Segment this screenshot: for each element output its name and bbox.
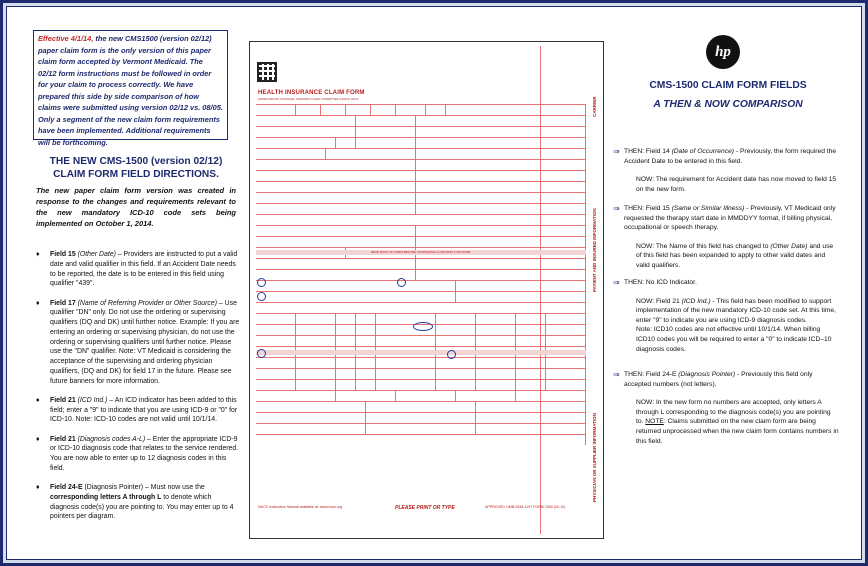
form-cell <box>436 325 476 335</box>
form-cell <box>256 336 296 346</box>
form-cell <box>321 105 346 115</box>
form-cell <box>546 369 586 379</box>
field-number: Field 15 <box>50 251 76 258</box>
form-cell <box>256 292 456 302</box>
form-cell <box>436 380 476 390</box>
form-cell <box>546 358 586 368</box>
form-cell <box>516 336 546 346</box>
form-cell <box>396 391 456 401</box>
form-cell <box>366 413 476 423</box>
field-name: (Diagnosis codes A-L) <box>77 435 146 443</box>
form-cell <box>416 193 586 203</box>
field-text: – An ICD indicator has been added to this field; enter a "9" to indicate that you are using ICD-9 or "0" for ICD-10. Note: ICD-10 codes are not valid until 10/1/14. <box>50 396 238 424</box>
field-number: Field 21 <box>50 435 76 443</box>
form-cell <box>296 336 336 346</box>
form-cell <box>371 105 396 115</box>
form-cell <box>256 182 416 192</box>
form-cell <box>416 160 586 170</box>
comparison-entry <box>613 204 839 271</box>
then-text: THEN: No ICD Indicator. <box>624 279 697 286</box>
form-cell <box>376 358 436 368</box>
form-row <box>256 357 586 368</box>
list-item <box>36 396 241 425</box>
comparison-entry <box>613 278 839 354</box>
form-cell <box>336 358 356 368</box>
form-row <box>256 379 586 390</box>
form-row <box>256 137 586 148</box>
form-cell <box>356 127 416 137</box>
form-row <box>256 291 586 302</box>
form-cell <box>256 259 416 269</box>
form-cell <box>256 160 416 170</box>
now-text: NOW: Field 21 (ICD Ind.) - This field has been modified to support implementation of the new mandatory ICD-10 code set. At this time, enter "9" to indicate you are using ICD-9 diagnosis codes. Note: ICD10 codes are not effective until 10/1/14. When billing ICD10 codes you will be required to enter a "0" to indicate ICD–10 diagnosis codes. <box>636 297 836 353</box>
form-cell <box>336 314 356 324</box>
form-row <box>256 126 586 137</box>
form-row <box>256 192 586 203</box>
form-cell <box>346 105 371 115</box>
form-cell <box>376 380 436 390</box>
form-cell <box>546 336 586 346</box>
form-cell <box>256 105 296 115</box>
form-cell <box>356 314 376 324</box>
field-number: Field 21 <box>50 396 76 404</box>
form-cell <box>416 171 586 181</box>
form-cell <box>476 413 586 423</box>
form-subtitle: APPROVED BY NATIONAL UNIFORM CLAIM COMMITTEE (NUCC) 02/12 <box>258 97 359 101</box>
form-band: READ BACK OF FORM BEFORE COMPLETING & SIGNING THIS FORM. <box>256 250 586 255</box>
form-cell <box>476 314 516 324</box>
now-text: NOW: The Name of this field has changed to (Other Date) and use of this field has been expanded to apply to other valid dates and valid qualifiers. <box>636 242 834 269</box>
list-item <box>36 250 241 289</box>
field-24e-circle <box>447 350 456 359</box>
form-cell <box>436 336 476 346</box>
form-row <box>256 181 586 192</box>
field-text: – Providers are instructed to put a valid date and valid qualifier in this field. If an Accident Date needs to be reported, the date is to be entered in this field using qualifier "439". <box>50 251 238 288</box>
then-text: THEN: Field 15 (Same or Similar Illness) - Previously, VT Medicaid only requested the therapy start date in MMDDYY format, if billing physical, occupational or speech therapy. <box>624 205 836 232</box>
form-cell <box>416 226 586 236</box>
form-cell <box>416 116 586 126</box>
form-cell <box>366 402 476 412</box>
form-row <box>256 225 586 236</box>
field-text: – Enter the appropriate ICD-9 or ICD-10 diagnosis code that relates to the service rendered. You are now able to enter up to 12 diagnosis codes in this field. <box>50 435 239 472</box>
field-number: Field 17 <box>50 299 76 307</box>
comparison-entry <box>613 370 839 446</box>
form-cell <box>476 358 516 368</box>
form-cell <box>336 391 396 401</box>
form-cell <box>416 182 586 192</box>
list-item <box>36 483 241 522</box>
form-cell <box>516 380 546 390</box>
form-cell <box>256 171 416 181</box>
form-cell <box>456 292 586 302</box>
form-cell <box>256 369 296 379</box>
form-cell <box>476 369 516 379</box>
form-cell <box>376 369 436 379</box>
form-cell <box>356 325 376 335</box>
form-row <box>256 170 586 181</box>
form-cell <box>516 391 586 401</box>
left-title-line1: THE NEW CMS-1500 (version 02/12) <box>49 156 223 167</box>
form-cell <box>256 314 296 324</box>
form-cell <box>256 303 586 313</box>
form-cell <box>356 380 376 390</box>
nucc-note: NUCC Instruction Manual available at: www.nucc.org <box>258 505 343 509</box>
form-cell <box>546 380 586 390</box>
form-cell <box>256 402 366 412</box>
form-cell <box>476 380 516 390</box>
form-cell <box>256 215 586 225</box>
form-cell <box>356 336 376 346</box>
hp-logo-icon: hp <box>706 35 740 69</box>
form-cell <box>296 105 321 115</box>
now-text: NOW: The requirement for Accident date has now moved to field 15 on the new form. <box>636 176 837 193</box>
form-cell <box>516 325 546 335</box>
form-row <box>256 159 586 170</box>
form-cell <box>436 314 476 324</box>
list-item <box>36 435 241 474</box>
approved-note: APPROVED OMB-0938-1197 FORM 1500 (02-12) <box>485 505 566 509</box>
effective-notice <box>33 30 228 147</box>
form-cell <box>366 424 476 434</box>
form-row <box>256 269 586 280</box>
field-number: Field 24-E <box>50 484 83 491</box>
field-17-circle <box>257 278 266 287</box>
form-cell <box>356 369 376 379</box>
patient-info-label: PATIENT AND INSURED INFORMATION <box>592 208 597 292</box>
form-cell <box>516 369 546 379</box>
form-cell <box>256 149 326 159</box>
diamond-bullet-icon: ♦ <box>36 435 40 443</box>
form-cell <box>296 380 336 390</box>
form-cell <box>446 105 586 115</box>
right-subtitle: A THEN & NOW COMPARISON <box>653 99 803 110</box>
qr-code-icon <box>257 62 277 82</box>
form-cell <box>256 226 416 236</box>
field-name: (Other Date) <box>77 251 116 258</box>
then-text: THEN: Field 24-E (Diagnosis Pointer) - Previously this field only accepted numbers (not letters). <box>624 371 813 388</box>
list-item <box>36 299 241 387</box>
form-cell <box>416 270 586 280</box>
form-cell <box>336 325 356 335</box>
form-cell <box>456 391 516 401</box>
physician-info-label: PHYSICIAN OR SUPPLIER INFORMATION <box>592 413 597 502</box>
diamond-bullet-icon: ♦ <box>36 396 40 404</box>
form-cell <box>336 336 356 346</box>
left-title-line2: CLAIM FORM FIELD DIRECTIONS. <box>53 169 219 180</box>
arrow-icon: ⇒ <box>613 370 620 379</box>
form-row <box>256 214 586 225</box>
arrow-icon: ⇒ <box>613 204 620 213</box>
form-cell <box>476 402 586 412</box>
form-row <box>256 280 586 291</box>
form-cell <box>416 127 586 137</box>
field-15-circle <box>397 278 406 287</box>
form-cell <box>296 314 336 324</box>
form-cell <box>296 325 336 335</box>
form-cell <box>516 314 546 324</box>
form-cell <box>436 369 476 379</box>
field-text: – Use qualifier "DN" only. Do not use the ordering or supervising qualifiers (DQ and DK) until further notice. Example: If you are entering an ordering or supervising physician, do not use the ordering or supervising qualifiers until further notice. Please use the "DN" qualifier. Note: VT Medicaid is considering the acceptance of the supervising and ordering physician qualifiers, (DQ and DK) for field 17 in the future. Please see future banners for more information. <box>50 299 240 385</box>
form-cell <box>256 127 356 137</box>
form-cell <box>256 325 296 335</box>
form-cell <box>256 424 366 434</box>
print-note: PLEASE PRINT OR TYPE <box>395 505 455 511</box>
form-row <box>256 148 586 159</box>
right-title: CMS-1500 CLAIM FORM FIELDS <box>649 80 807 91</box>
field-name: (Name of Referring Provider or Other Source) <box>77 299 217 307</box>
form-cell <box>356 138 416 148</box>
field-21-codes-circle <box>257 349 266 358</box>
form-row <box>256 236 586 247</box>
diamond-bullet-icon: ♦ <box>36 299 40 307</box>
form-row <box>256 302 586 313</box>
arrow-icon: ⇒ <box>613 278 620 287</box>
effective-date: Effective 4/1/14, <box>38 34 94 43</box>
form-cell <box>396 105 426 115</box>
form-cell <box>436 358 476 368</box>
form-cell <box>256 380 296 390</box>
form-row <box>256 434 586 445</box>
form-row <box>256 104 586 115</box>
form-row <box>256 115 586 126</box>
form-cell <box>256 204 416 214</box>
form-row <box>256 390 586 401</box>
form-row <box>256 203 586 214</box>
now-text: NOW: In the new form no numbers are accepted, only letters A through L corresponding to the diagnosis code(s) you are pointing to. NOTE: Claims submitted on the new claim form are being returned unprocessed when the new claim form contains numbers in this field. <box>636 399 839 445</box>
form-cell <box>256 193 416 203</box>
form-cell <box>356 116 416 126</box>
form-row <box>256 412 586 423</box>
field-21-indicator-circle <box>413 322 433 331</box>
form-cell <box>516 358 546 368</box>
cms1500-form-image <box>249 41 604 539</box>
form-cell <box>296 369 336 379</box>
diamond-bullet-icon: ♦ <box>36 251 40 258</box>
form-rows <box>256 104 586 445</box>
form-cell <box>546 325 586 335</box>
form-cell <box>336 369 356 379</box>
arrow-icon: ⇒ <box>613 147 620 156</box>
field-text-bold: corresponding letters A through L <box>50 493 162 501</box>
form-cell <box>416 259 586 269</box>
notice-text: the new CMS1500 (version 02/12) paper claim form is the only version of this paper claim form accepted by Vermont Medicaid. The 02/12 form instructions must be followed in order for your claim to process correctly. We have prepared this side by side comparison of how claims were submitted using version 02/12 vs. 08/05. Only a segment of the new claim form requirements have been implemented. Additional requirements will be forthcoming. <box>38 34 223 147</box>
form-cell <box>256 270 416 280</box>
form-cell <box>336 380 356 390</box>
form-cell <box>416 204 586 214</box>
form-title: HEALTH INSURANCE CLAIM FORM <box>258 90 365 96</box>
left-title <box>36 155 236 181</box>
form-band-2 <box>256 350 586 355</box>
field-name: (Diagnosis Pointer) <box>84 484 144 491</box>
diamond-bullet-icon: ♦ <box>36 484 40 491</box>
form-cell <box>256 138 336 148</box>
field-17-qualifier-circle <box>257 292 266 301</box>
form-cell <box>296 358 336 368</box>
form-cell <box>256 413 366 423</box>
form-cell <box>326 149 416 159</box>
form-row <box>256 423 586 434</box>
left-intro: The new paper claim form version was created in response to the changes and requirements relevant to the new mandatory ICD-10 code sets being implemented on October 1, 2014. <box>36 186 236 228</box>
form-cell <box>476 336 516 346</box>
form-row <box>256 335 586 346</box>
form-cell <box>256 435 586 445</box>
form-cell <box>416 138 586 148</box>
form-cell <box>256 358 296 368</box>
form-cell <box>376 336 436 346</box>
form-row <box>256 368 586 379</box>
form-cell <box>416 237 586 247</box>
comparison-entry <box>613 147 839 194</box>
field-text-pre: – Must now use the <box>143 484 205 491</box>
form-cell <box>476 424 586 434</box>
form-cell <box>356 358 376 368</box>
form-row <box>256 401 586 412</box>
form-cell <box>426 105 446 115</box>
carrier-label: CARRIER <box>592 96 597 117</box>
form-row <box>256 258 586 269</box>
form-cell <box>546 314 586 324</box>
form-cell <box>476 325 516 335</box>
form-cell <box>256 281 456 291</box>
field-text-post: to denote which diagnosis code(s) you are pointing to. You may enter up to 4 pointers per diagram. <box>50 493 234 521</box>
form-cell <box>336 138 356 148</box>
form-cell <box>256 237 416 247</box>
field-name: (ICD Ind.) <box>77 396 108 404</box>
form-cell <box>416 149 586 159</box>
then-text: THEN: Field 14 (Date of Occurrence) - Previously, the form required the Accident Date to be entered in this field. <box>624 148 837 165</box>
field-directions-list <box>36 250 241 532</box>
form-cell <box>456 281 586 291</box>
form-cell <box>256 391 336 401</box>
form-cell <box>256 116 356 126</box>
